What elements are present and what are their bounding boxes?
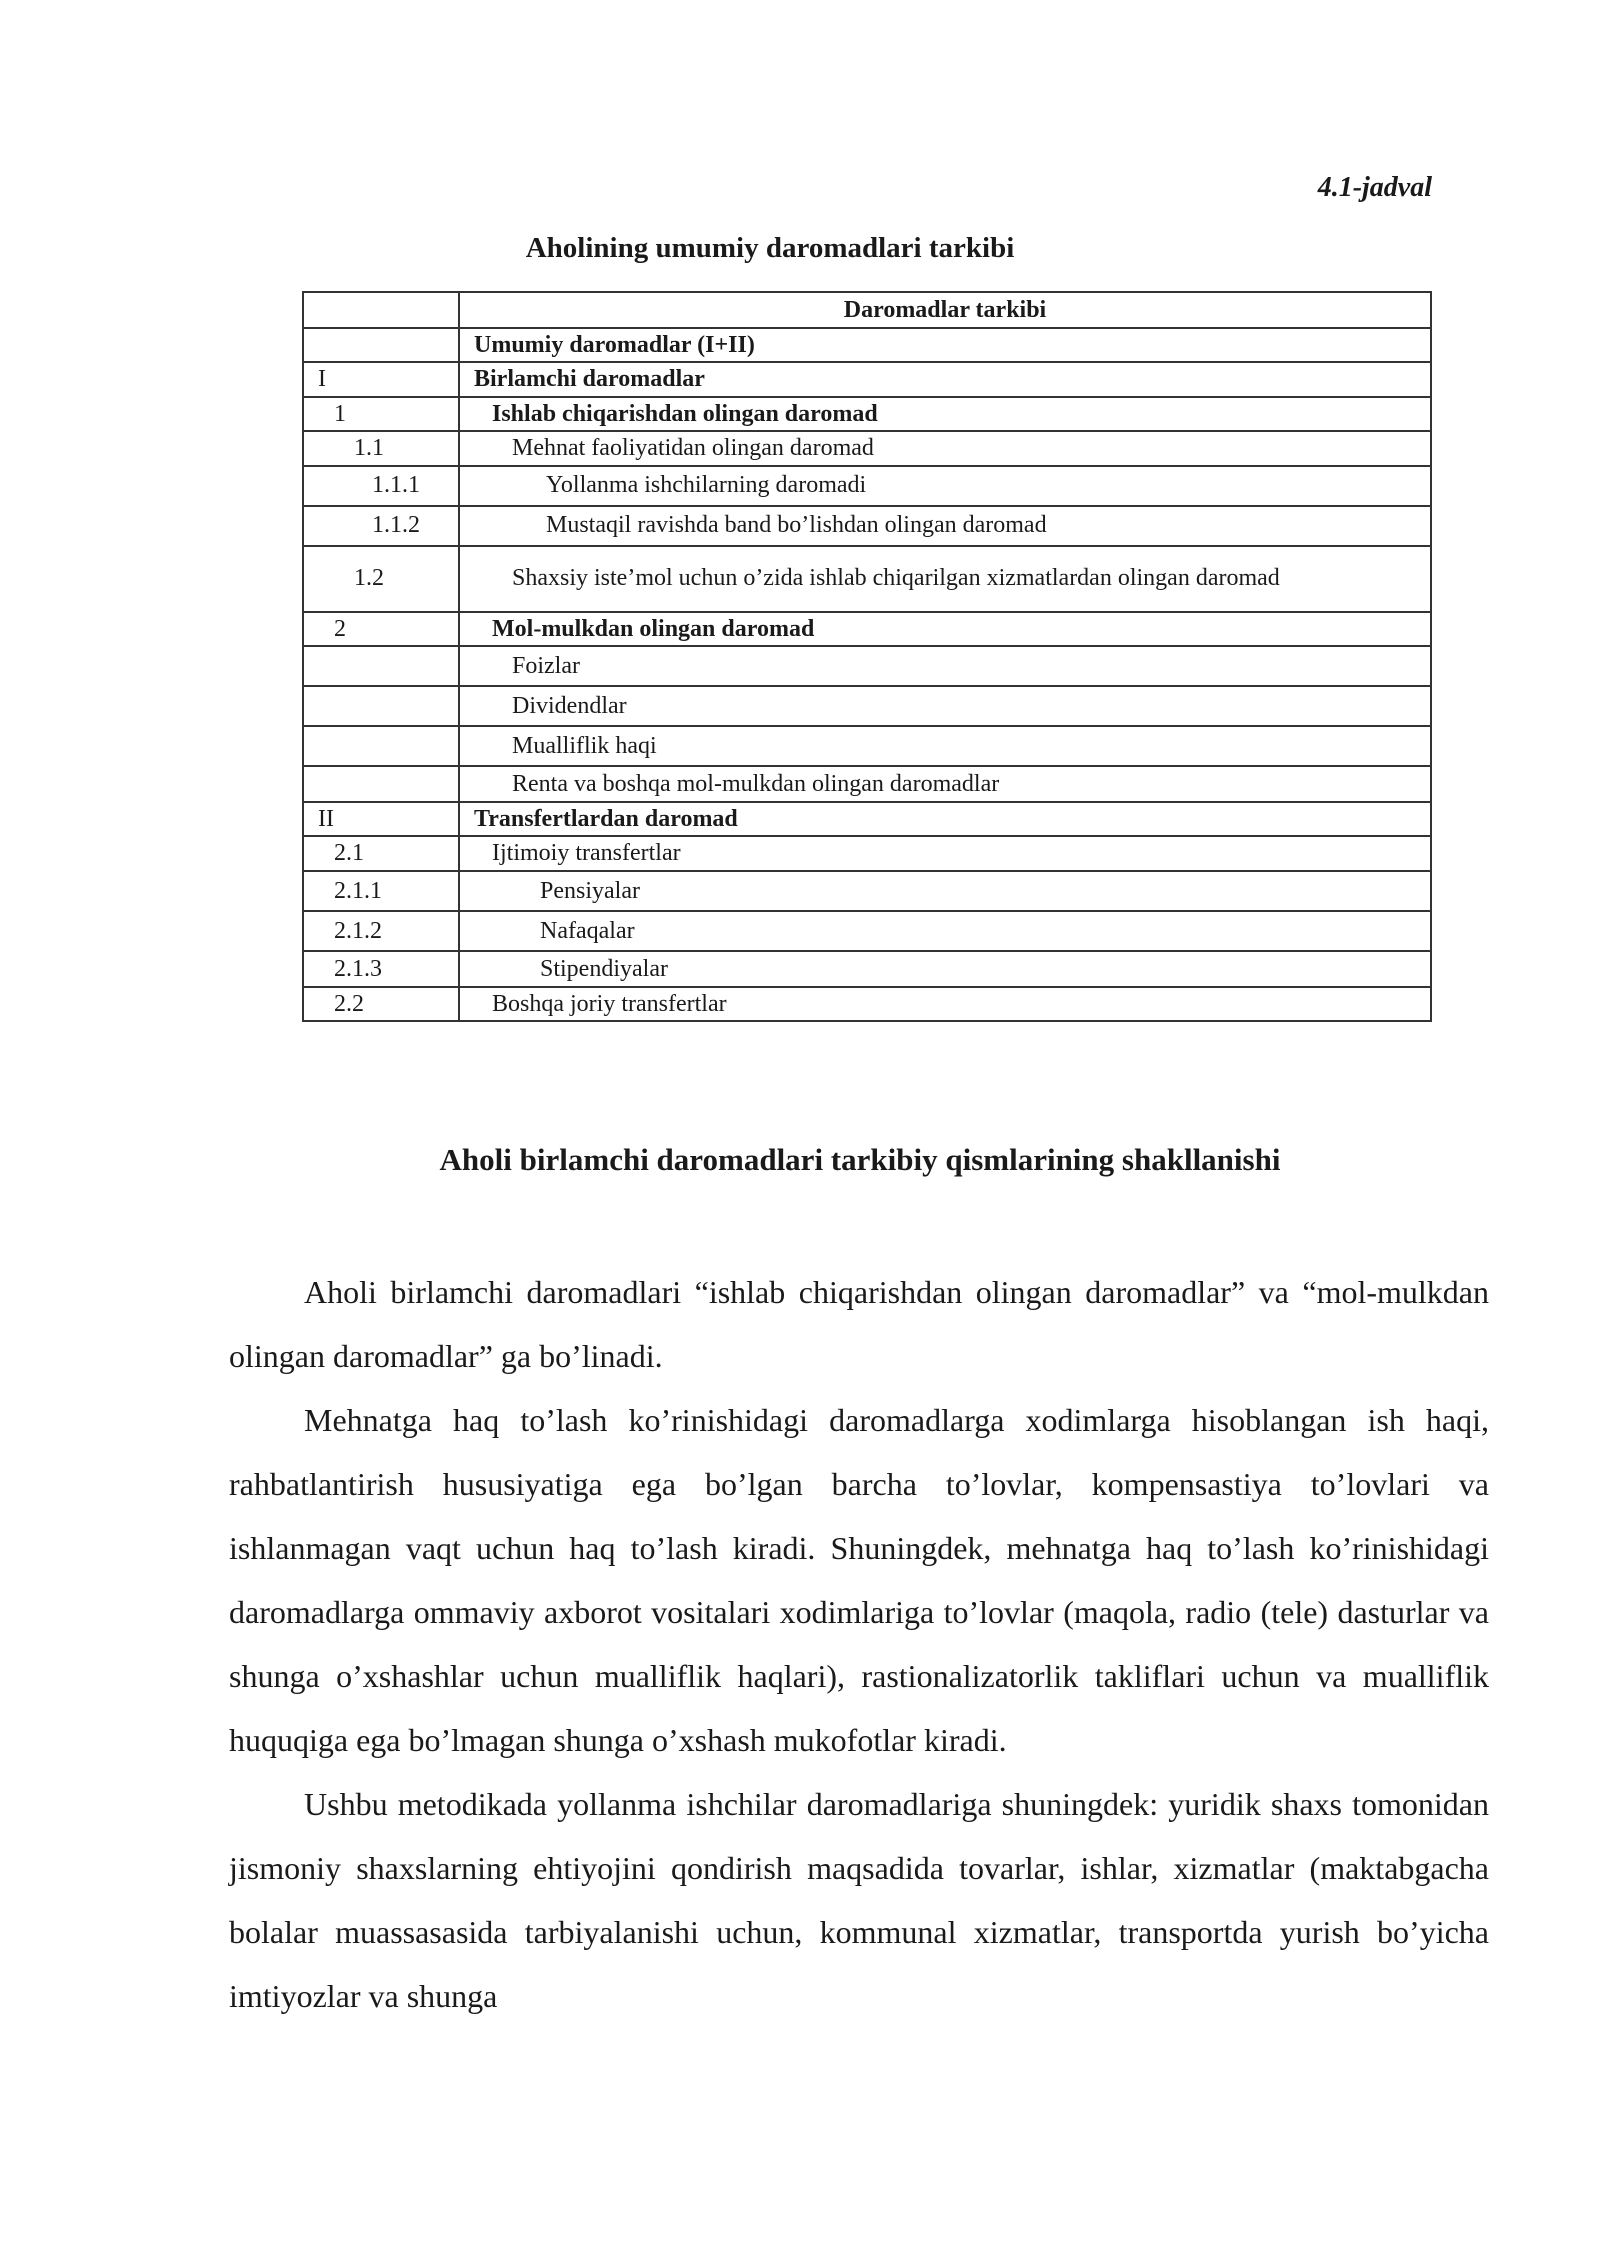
paragraph: Ushbu metodikada yollanma ishchilar daromadlariga shuningdek: yuridik shaxs tomonidan jismoniy shaxslarning ehtiyojini qondirish maqsadida tovarlar, ishlar, xizmatlar (maktabgacha bolalar muassasasida tarbiyalanishi uchun, kommunal xizmatlar, transportda yurish bo’yicha imtiyozlar va shunga (229, 1786, 1489, 2014)
row-label: Birlamchi daromadlar (459, 362, 1431, 396)
table-row (303, 466, 1431, 506)
table-row (303, 766, 1431, 802)
row-label: Nafaqalar (459, 911, 1431, 951)
row-code (303, 646, 459, 686)
paragraph: Aholi birlamchi daromadlari “ishlab chiqarishdan olingan daromadlar” va “mol-mulkdan olingan daromadlar” ga bo’linadi. (229, 1274, 1489, 1374)
table-row (303, 646, 1431, 686)
row-code (303, 686, 459, 726)
row-code: 2.1.2 (303, 911, 459, 951)
row-label: Pensiyalar (459, 871, 1431, 911)
row-code: 1.1.1 (303, 466, 459, 506)
table-row (303, 506, 1431, 546)
table-row (303, 836, 1431, 870)
row-label: Mol-mulkdan olingan daromad (459, 612, 1431, 646)
table-row (303, 726, 1431, 766)
row-label: Renta va boshqa mol-mulkdan olingan daromadlar (459, 766, 1431, 802)
row-code: 1.2 (303, 546, 459, 612)
row-label: Mustaqil ravishda band bo’lishdan olingan daromad (459, 506, 1431, 546)
section-heading: Aholi birlamchi daromadlari tarkibiy qismlarining shakllanishi (439, 1142, 1281, 1177)
table-row (303, 686, 1431, 726)
row-label: Yollanma ishchilarning daromadi (459, 466, 1431, 506)
table-header-row (303, 292, 1431, 328)
paragraph: Mehnatga haq to’lash ko’rinishidagi daromadlarga xodimlarga hisoblangan ish haqi, rahbatlantirish hususiyatiga ega bo’lgan barcha to’lovlar, kompensastiya to’lovlari va ishlanmagan vaqt uchun haq to’lash kiradi. Shuningdek, mehnatga haq to’lash ko’rinishidagi daromadlarga ommaviy axborot vositalari xodimlariga to’lovlar (maqola, radio (tele) dasturlar va shunga o’xshashlar uchun mualliflik haqlari), rastionalizatorlik takliflari uchun va mualliflik huquqiga ega bo’lmagan shunga o’xshash mukofotlar kiradi. (229, 1402, 1489, 1758)
table-row (303, 802, 1431, 836)
table-title: Aholining umumiy daromadlari tarkibi (525, 232, 1015, 264)
row-label: Foizlar (459, 646, 1431, 686)
row-code: 2.2 (303, 987, 459, 1021)
row-code: 1.1 (303, 431, 459, 465)
row-label: Mehnat faoliyatidan olingan daromad (459, 431, 1431, 465)
table-row (303, 431, 1431, 465)
table-header-cell: Daromadlar tarkibi (459, 292, 1431, 328)
table-row (303, 911, 1431, 951)
table-row (303, 951, 1431, 987)
row-code: II (303, 802, 459, 836)
row-code: 2.1.3 (303, 951, 459, 987)
row-label: Ishlab chiqarishdan olingan daromad (459, 397, 1431, 431)
table-header-code-cell (303, 292, 459, 328)
table-row (303, 546, 1431, 612)
table-row (303, 397, 1431, 431)
row-code: 2.1.1 (303, 871, 459, 911)
row-code: 1 (303, 397, 459, 431)
table-number-label: 4.1-jadval (1317, 172, 1432, 203)
row-label: Umumiy daromadlar (I+II) (459, 328, 1431, 362)
income-structure-table (302, 291, 1432, 1022)
table-row (303, 328, 1431, 362)
row-label: Boshqa joriy transfertlar (459, 987, 1431, 1021)
table-row (303, 612, 1431, 646)
table-row (303, 987, 1431, 1021)
row-label: Shaxsiy iste’mol uchun o’zida ishlab chiqarilgan xizmatlardan olingan daromad (459, 546, 1431, 612)
row-code (303, 766, 459, 802)
row-label: Transfertlardan daromad (459, 802, 1431, 836)
table-row (303, 362, 1431, 396)
row-code (303, 726, 459, 766)
row-label: Dividendlar (459, 686, 1431, 726)
row-label: Mualliflik haqi (459, 726, 1431, 766)
table-row (303, 871, 1431, 911)
body-text (229, 1260, 1489, 2028)
row-code: I (303, 362, 459, 396)
row-code: 1.1.2 (303, 506, 459, 546)
row-code: 2 (303, 612, 459, 646)
row-code: 2.1 (303, 836, 459, 870)
row-label: Ijtimoiy transfertlar (459, 836, 1431, 870)
row-code (303, 328, 459, 362)
row-label: Stipendiyalar (459, 951, 1431, 987)
